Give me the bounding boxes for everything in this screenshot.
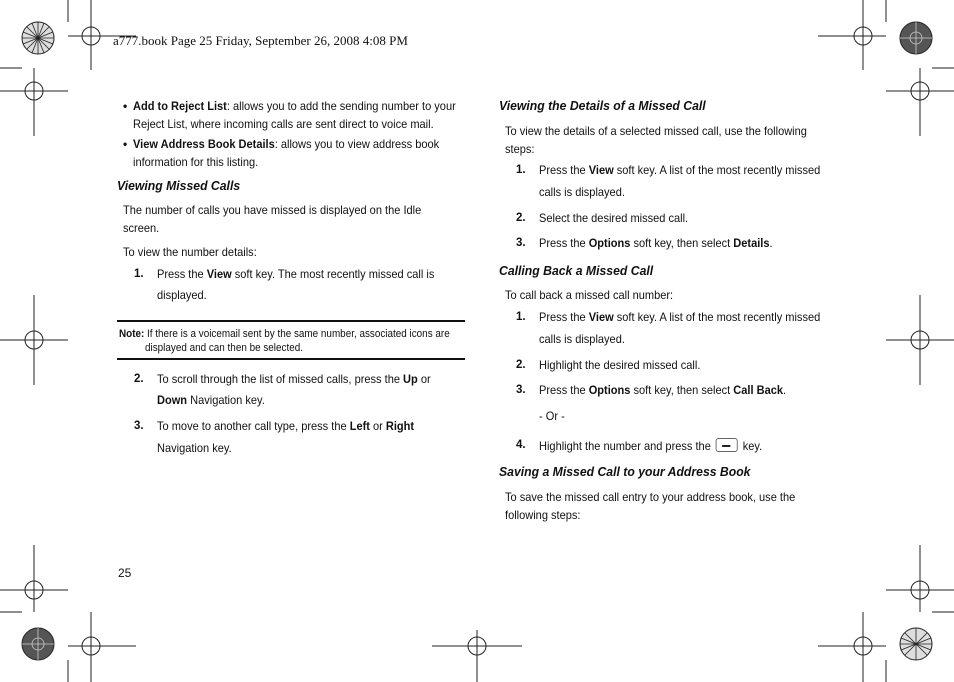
- crosshair-icon: [0, 68, 68, 136]
- crosshair-icon: [886, 295, 954, 385]
- section-heading: Calling Back a Missed Call: [499, 263, 654, 278]
- bullet-add-to-reject-list: [133, 99, 456, 113]
- section-heading: Viewing the Details of a Missed Call: [499, 98, 706, 113]
- note-rule-bottom: [117, 358, 465, 360]
- color-rosette-icon: [22, 628, 54, 660]
- key-name: View: [588, 310, 614, 324]
- step-text: [157, 267, 434, 281]
- bullet-term: Add to Reject List: [133, 99, 227, 113]
- key-name: View: [206, 267, 232, 281]
- color-rosette-icon: [22, 22, 54, 54]
- paragraph: To save the missed call entry to your address book, use the: [505, 490, 796, 504]
- step-text: [157, 419, 414, 433]
- step-text-part: To scroll through the list of missed calls, press the: [157, 372, 404, 386]
- key-name: Right: [385, 419, 415, 433]
- paragraph: To view the number details:: [123, 245, 257, 259]
- or-separator: - Or -: [539, 409, 565, 423]
- step-continuation: Navigation key.: [157, 441, 232, 455]
- step-text-part: key.: [739, 439, 763, 453]
- bullet-text: : allows you to add the sending number to your: [226, 99, 456, 113]
- step-text-part: Press the: [539, 310, 589, 324]
- key-name: Options: [588, 383, 631, 397]
- step-text-part: .: [769, 236, 773, 250]
- crosshair-icon: [0, 545, 68, 612]
- step-text-part: or: [417, 372, 431, 386]
- paragraph: To view the details of a selected missed call, use the following: [505, 124, 807, 138]
- step-number: 3.: [134, 420, 144, 432]
- step-continuation: [157, 393, 265, 407]
- step-text-part: or: [369, 419, 386, 433]
- bullet-continuation: information for this listing.: [133, 155, 259, 169]
- step-continuation: calls is displayed.: [539, 332, 625, 346]
- color-rosette-icon: [900, 22, 932, 54]
- key-name: Call Back: [733, 383, 784, 397]
- step-number: 1.: [516, 164, 526, 176]
- section-heading: Viewing Missed Calls: [117, 178, 241, 193]
- step-text-part: Press the: [539, 163, 589, 177]
- step-number: 3.: [516, 237, 526, 249]
- paragraph: following steps:: [505, 508, 581, 522]
- step-text: Highlight the desired missed call.: [539, 358, 701, 372]
- note-continuation: displayed and can then be selected.: [145, 342, 303, 354]
- paragraph: screen.: [123, 221, 160, 235]
- paragraph: steps:: [505, 142, 535, 156]
- step-text: [157, 372, 431, 386]
- step-text-part: Press the: [539, 383, 589, 397]
- step-text-part: soft key, then select: [630, 383, 734, 397]
- step-text: [539, 310, 820, 324]
- note-rule-top: [117, 320, 465, 322]
- step-text-part: Highlight the number and press the: [539, 439, 714, 453]
- step-text-part: To move to another call type, press the: [157, 419, 350, 433]
- key-name: Details: [733, 236, 770, 250]
- key-name: Options: [588, 236, 631, 250]
- step-number: 2.: [516, 359, 526, 371]
- paragraph: To call back a missed call number:: [505, 288, 674, 302]
- step-text: [539, 236, 773, 250]
- color-rosette-icon: [900, 628, 932, 660]
- key-name: Down: [157, 393, 188, 407]
- crosshair-icon: [0, 295, 68, 385]
- step-text-part: Press the: [157, 267, 207, 281]
- key-name: Up: [403, 372, 418, 386]
- step-text-part: soft key. A list of the most recently missed: [613, 163, 821, 177]
- key-name: View: [588, 163, 614, 177]
- step-number: 1.: [516, 311, 526, 323]
- step-number: 4.: [516, 439, 526, 451]
- step-continuation: calls is displayed.: [539, 185, 625, 199]
- bullet-marker: •: [123, 137, 128, 151]
- send-key-icon: [716, 438, 738, 452]
- step-text-part: .: [783, 383, 787, 397]
- page-number: 25: [118, 566, 132, 580]
- step-text: [539, 438, 762, 453]
- crosshair-icon: [818, 0, 886, 70]
- bullet-term: View Address Book Details: [133, 137, 275, 151]
- bullet-view-address-book-details: [133, 137, 439, 151]
- print-header: a777.book Page 25 Friday, September 26, 2008 4:08 PM: [113, 33, 408, 48]
- crosshair-icon: [886, 545, 954, 612]
- step-text-part: soft key. The most recently missed call is: [231, 267, 435, 281]
- step-text-part: soft key. A list of the most recently missed: [613, 310, 821, 324]
- section-heading: Saving a Missed Call to your Address Book: [499, 464, 751, 479]
- bullet-marker: •: [123, 99, 128, 113]
- crosshair-icon: [886, 68, 954, 136]
- note-line: If there is a voicemail sent by the same number, associated icons are: [144, 328, 450, 340]
- step-number: 3.: [516, 384, 526, 396]
- key-name: Left: [349, 419, 370, 433]
- note-label: Note:: [119, 328, 145, 340]
- step-text: [539, 383, 786, 397]
- crosshair-icon: [68, 612, 136, 682]
- step-text: Select the desired missed call.: [539, 211, 689, 225]
- paragraph: The number of calls you have missed is displayed on the Idle: [123, 203, 422, 217]
- step-number: 2.: [134, 373, 144, 385]
- crosshair-icon: [818, 612, 886, 682]
- note-text: [119, 327, 450, 341]
- crosshair-icon: [432, 630, 522, 682]
- bullet-continuation: Reject List, where incoming calls are sent direct to voice mail.: [133, 117, 434, 131]
- step-text-part: Navigation key.: [187, 393, 265, 407]
- step-text-part: soft key, then select: [630, 236, 734, 250]
- step-text: [539, 163, 820, 177]
- bullet-text: : allows you to view address book: [274, 137, 440, 151]
- step-number: 2.: [516, 212, 526, 224]
- step-text-part: Press the: [539, 236, 589, 250]
- step-number: 1.: [134, 268, 144, 280]
- step-continuation: displayed.: [157, 288, 207, 302]
